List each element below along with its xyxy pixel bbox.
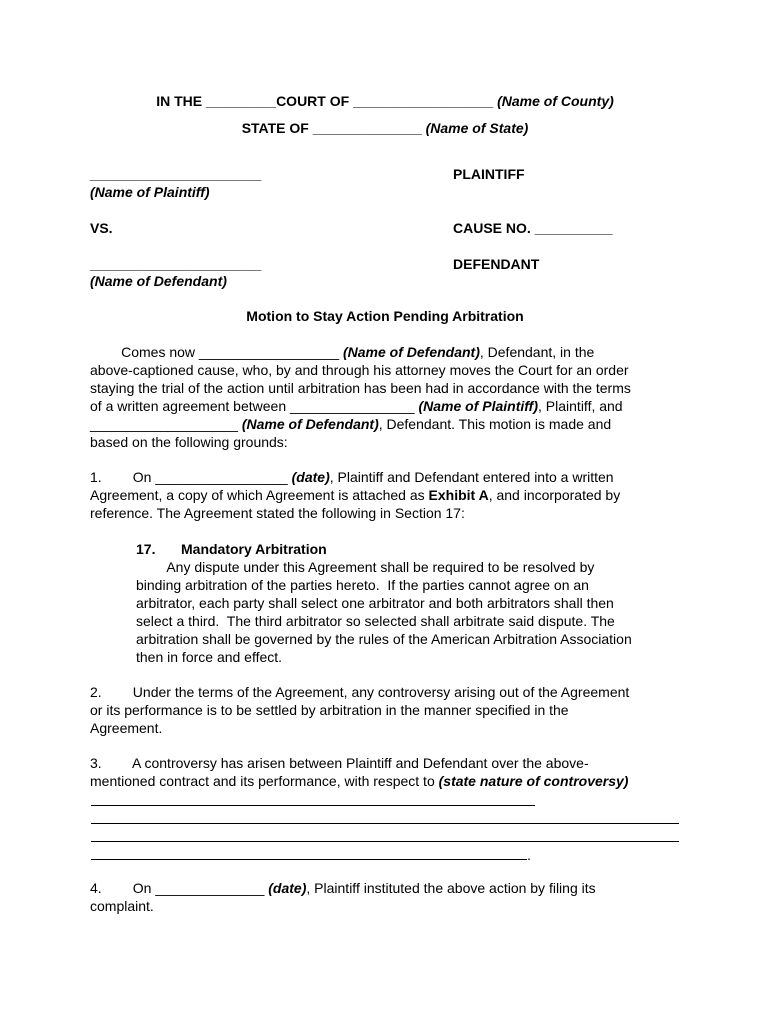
date-hint: (date)	[268, 880, 307, 896]
state-line-text: STATE OF ______________	[241, 120, 426, 136]
section-line-4: select a third. The third arbitrator so selected shall arbitrate said dispute. The	[136, 613, 615, 629]
section-line-6: then in force and effect.	[136, 649, 283, 665]
court-line-text: IN THE _________COURT OF __________________	[156, 93, 498, 109]
intro-text: , Plaintiff, and	[538, 398, 623, 414]
intro-text: ___________________	[90, 416, 242, 432]
para4-text: 4. On ______________	[90, 880, 269, 896]
fill-in-line-2	[91, 823, 679, 824]
county-hint: (Name of County)	[497, 93, 614, 109]
section-line-3: arbitrator, each party shall select one arbitrator and both arbitrators shall then	[136, 595, 614, 611]
defendant-name-hint: (Name of Defendant)	[241, 416, 379, 432]
exhibit-reference: Exhibit A	[428, 487, 489, 503]
vs-label: VS.	[90, 220, 113, 236]
para4-text: , Plaintiff instituted the above action by filing its	[306, 880, 596, 896]
fill-in-line-3	[91, 841, 679, 842]
controversy-hint: (state nature of controversy)	[438, 773, 629, 789]
plaintiff-blank: ______________________	[90, 166, 262, 182]
para1-line-2	[90, 486, 620, 504]
para2-line-2: or its performance is to be settled by arbitration in the manner specified in the	[90, 702, 569, 718]
defendant-label: DEFENDANT	[453, 256, 540, 272]
document-title: Motion to Stay Action Pending Arbitration	[246, 308, 524, 324]
para1-line-1	[90, 468, 614, 486]
state-line	[0, 120, 770, 136]
section-line-1: Any dispute under this Agreement shall be required to be resolved by	[136, 559, 595, 575]
plaintiff-name-hint: (Name of Plaintiff)	[418, 398, 539, 414]
para3-line-1: 3. A controversy has arisen between Plaintiff and Defendant over the above-	[90, 755, 589, 771]
cause-number: CAUSE NO. __________	[453, 220, 613, 236]
intro-line-1	[90, 343, 594, 361]
section-line-5: arbitration shall be governed by the rules of the American Arbitration Association	[136, 631, 632, 647]
fill-in-line-1	[91, 805, 535, 806]
intro-text: Comes now __________________	[90, 344, 343, 360]
defendant-blank: ______________________	[90, 256, 262, 272]
date-hint: (date)	[291, 469, 330, 485]
para1-text: , Plaintiff and Defendant entered into a written	[329, 469, 614, 485]
section-line-2: binding arbitration of the parties hereto. If the parties cannot agree on an	[136, 577, 589, 593]
intro-line-6: based on the following grounds:	[90, 434, 288, 450]
intro-text: , Defendant. This motion is made and	[378, 416, 612, 432]
intro-line-4	[90, 397, 623, 415]
para1-line-3: reference. The Agreement stated the following in Section 17:	[90, 505, 465, 521]
state-hint: (Name of State)	[425, 120, 529, 136]
plaintiff-hint: (Name of Plaintiff)	[90, 184, 210, 200]
fill-in-end-period: .	[527, 847, 531, 863]
intro-text: , Defendant, in the	[479, 344, 595, 360]
fill-in-line-4	[91, 859, 527, 860]
para4-line-1	[90, 879, 596, 897]
intro-line-3: staying the trial of the action until arbitration has been had in accordance with the terms	[90, 380, 631, 396]
para1-text: Agreement, a copy of which Agreement is attached as	[90, 487, 429, 503]
para2-line-1: 2. Under the terms of the Agreement, any controversy arising out of the Agreement	[90, 684, 630, 700]
section-number: 17.	[136, 541, 156, 557]
court-line	[0, 93, 770, 109]
para3-line-2	[90, 772, 628, 790]
intro-line-5	[90, 415, 611, 433]
para1-text: , and incorporated by	[488, 487, 621, 503]
defendant-hint: (Name of Defendant)	[90, 273, 227, 289]
para4-line-2: complaint.	[90, 898, 154, 914]
para3-text: mentioned contract and its performance, with respect to	[90, 773, 439, 789]
plaintiff-label: PLAINTIFF	[453, 166, 525, 182]
para1-text: 1. On _________________	[90, 469, 292, 485]
section-heading: Mandatory Arbitration	[181, 541, 327, 557]
intro-text: of a written agreement between ________________	[90, 398, 419, 414]
para2-line-3: Agreement.	[90, 720, 163, 736]
intro-line-2: above-captioned cause, who, by and through his attorney moves the Court for an order	[90, 362, 629, 378]
defendant-name-hint: (Name of Defendant)	[342, 344, 480, 360]
